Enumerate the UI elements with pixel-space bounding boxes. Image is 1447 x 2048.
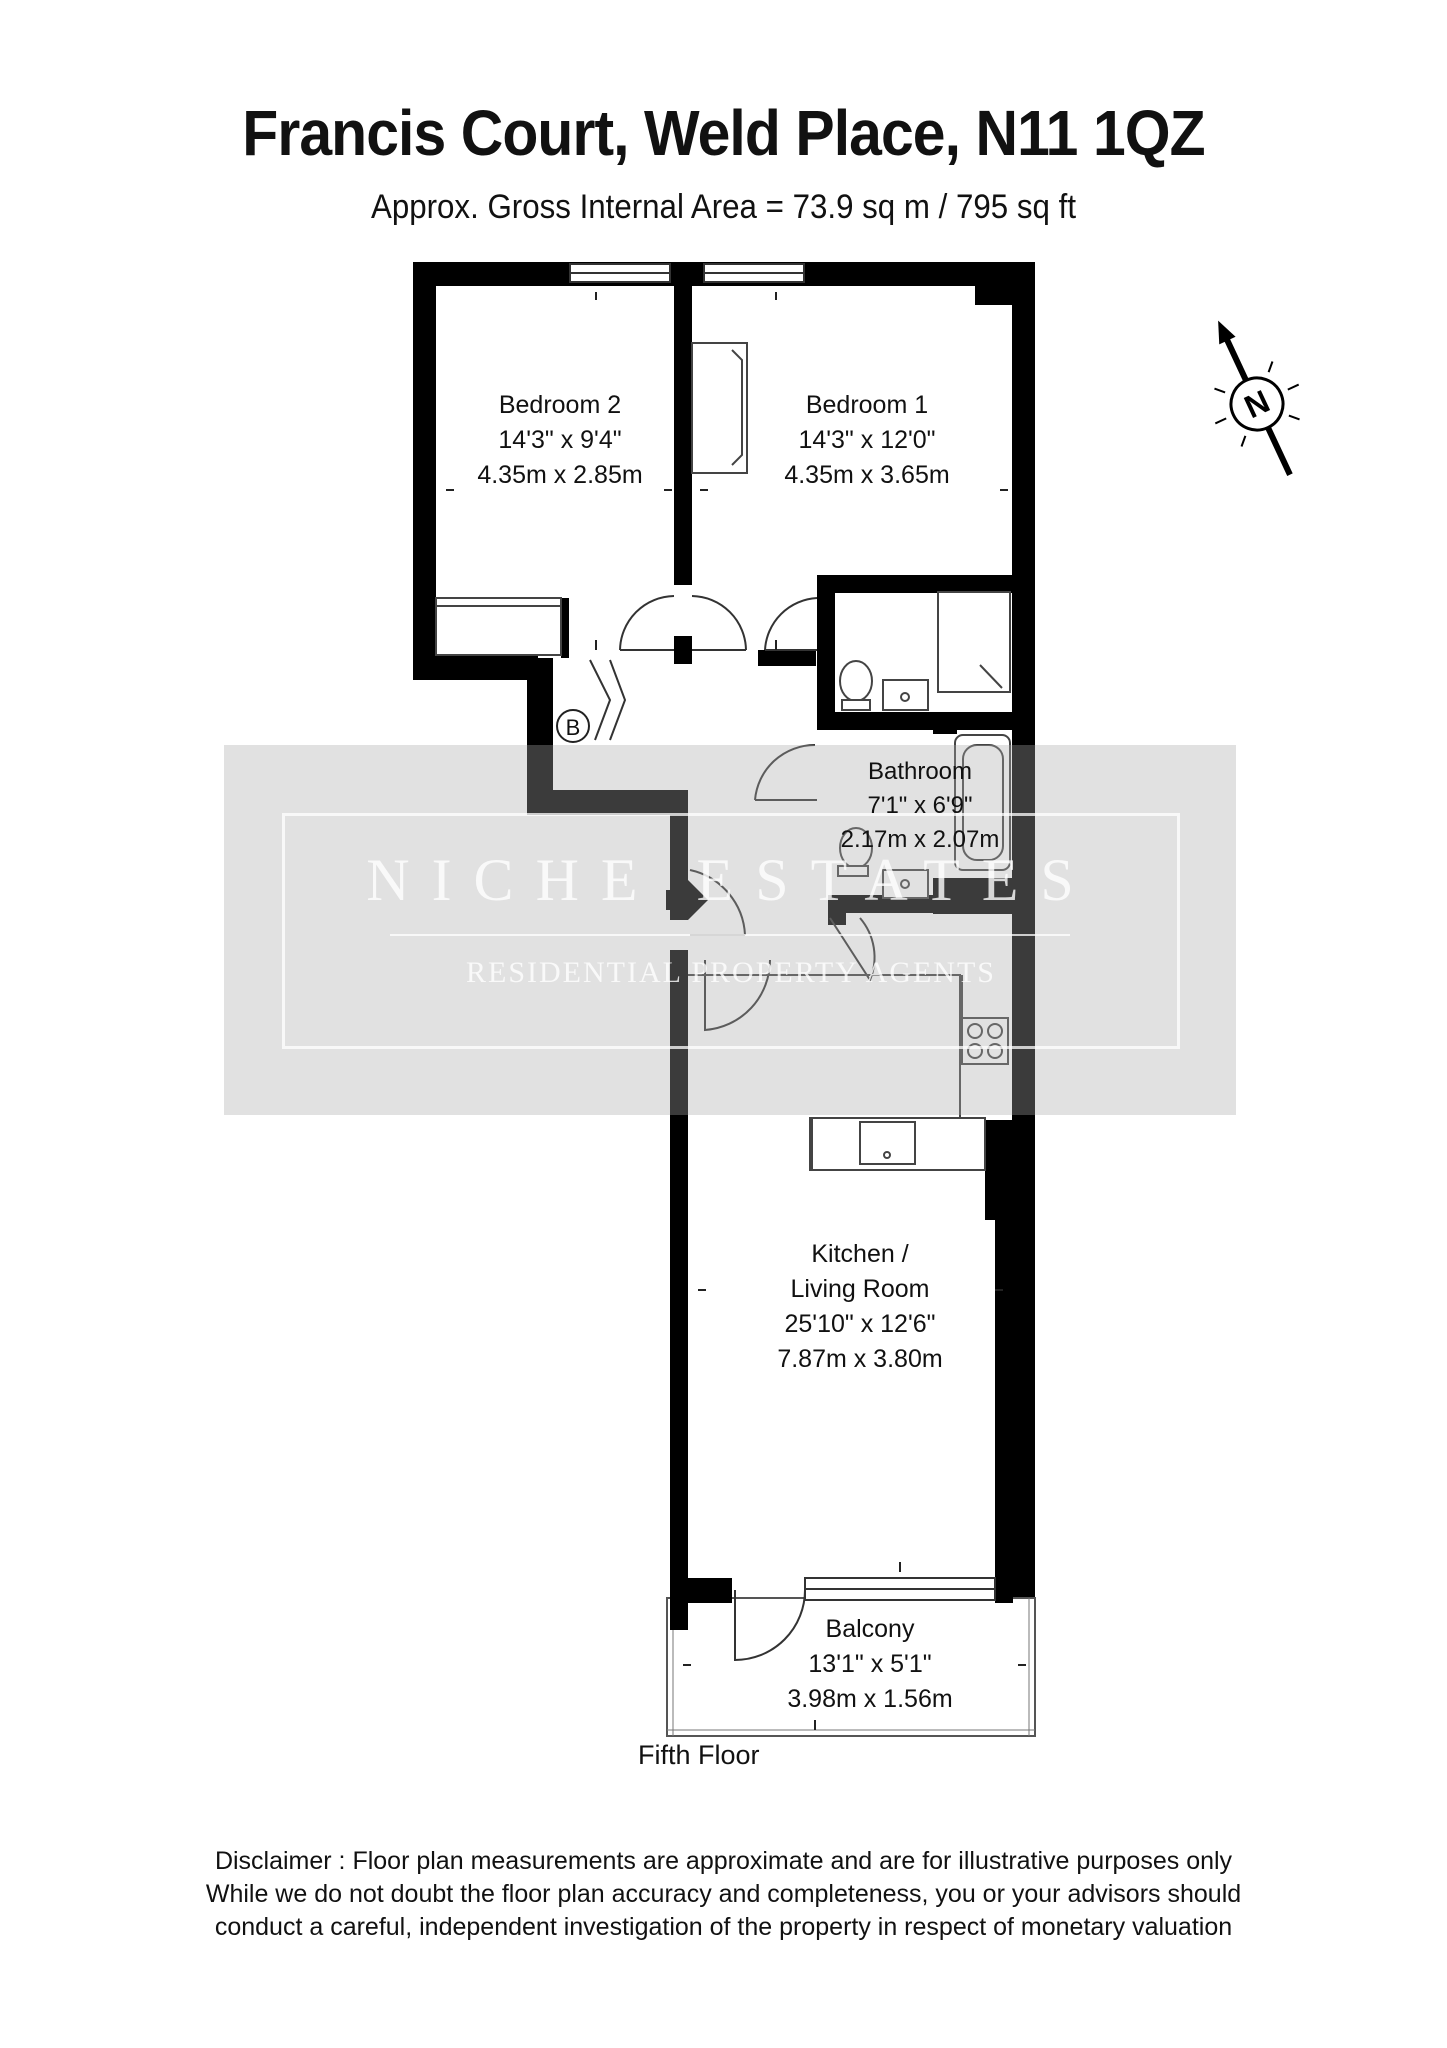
page-title: Francis Court, Weld Place, N11 1QZ: [242, 97, 1205, 169]
watermark-name: NICHE ESTATES: [366, 847, 1096, 913]
room-label-kitchen: Kitchen / Living Room 25'10" x 12'6" 7.87m x 3.80m: [777, 1240, 943, 1373]
disclaimer: [0, 1845, 1447, 1944]
room-label-bedroom2: Bedroom 2 14'3" x 9'4" 4.35m x 2.85m: [477, 391, 643, 489]
room-label-bathroom: Bathroom 7'1" x 6'9" 2.17m x 2.07m: [840, 758, 1000, 853]
floor-label: Fifth Floor: [638, 1740, 760, 1770]
room-label-balcony: Balcony 13'1" x 5'1" 3.98m x 1.56m: [787, 1615, 953, 1713]
compass-letter: N: [1238, 382, 1276, 426]
disclaimer-line: While we do not doubt the floor plan accuracy and completeness, you or your advisors should: [205, 1880, 1242, 1908]
boiler-marker: [557, 710, 589, 742]
gross-area: Approx. Gross Internal Area = 73.9 sq m / 795 sq ft: [370, 188, 1077, 226]
boiler-label: B: [565, 715, 581, 740]
room-label-bedroom1: Bedroom 1 14'3" x 12'0" 4.35m x 3.65m: [784, 391, 950, 489]
watermark: [224, 745, 1236, 1115]
compass-icon: [1176, 301, 1331, 494]
disclaimer-line: conduct a careful, independent investigation of the property in respect of monetary valuation: [214, 1913, 1233, 1941]
disclaimer-line: Disclaimer : Floor plan measurements are approximate and are for illustrative purposes only: [214, 1847, 1233, 1875]
watermark-tagline: RESIDENTIAL PROPERTY AGENTS: [466, 956, 996, 989]
